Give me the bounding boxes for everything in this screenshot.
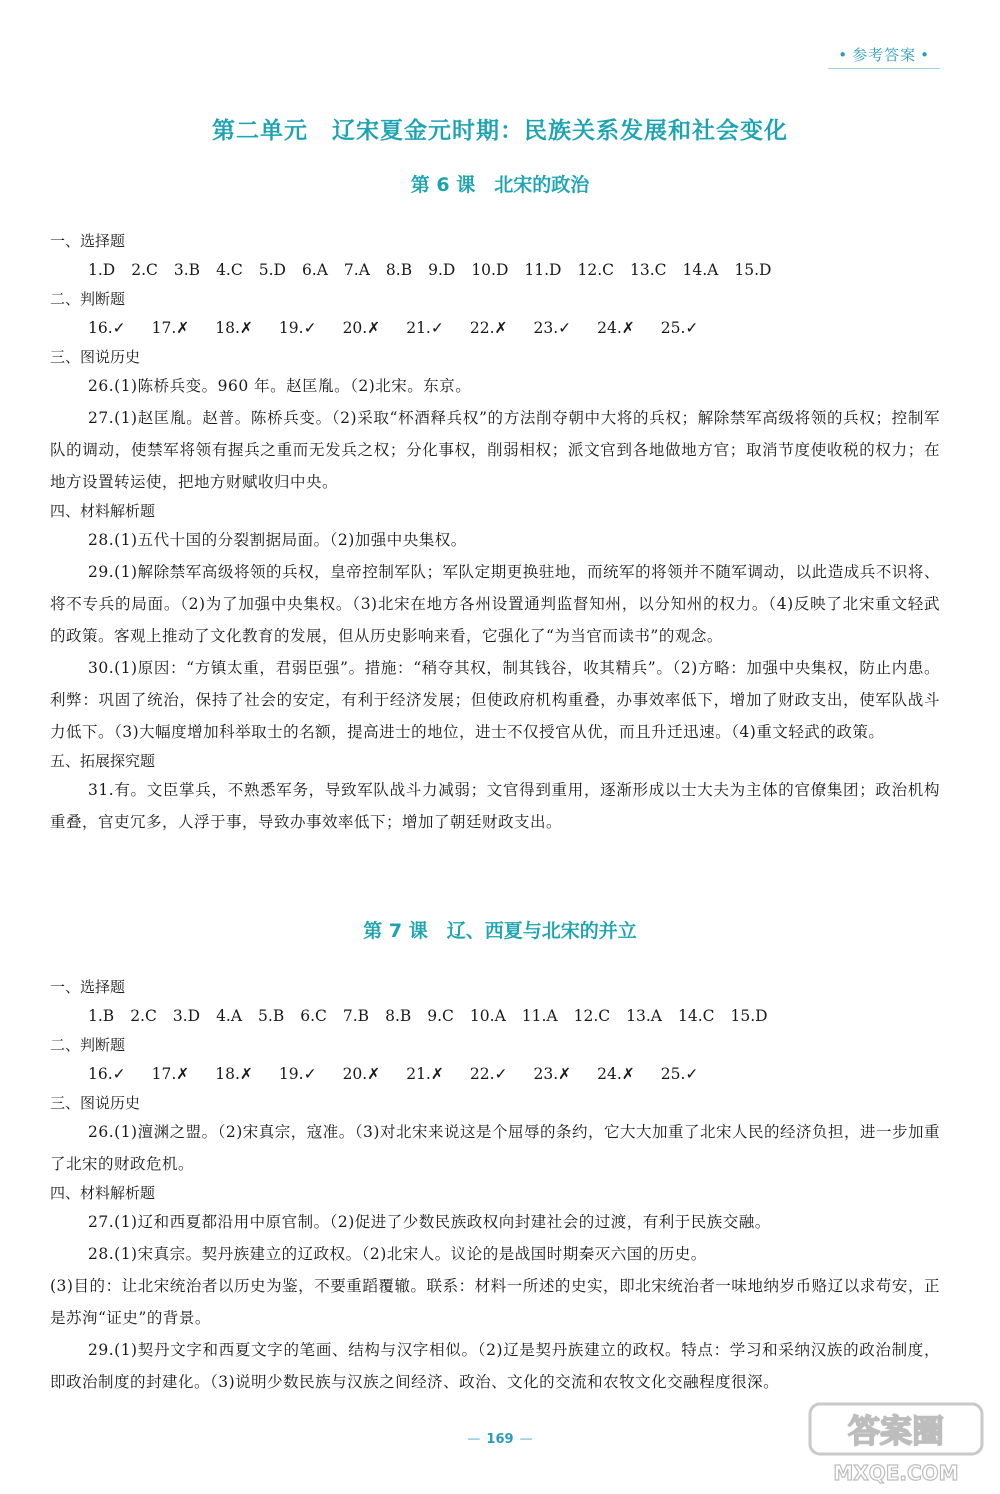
answer-item: 18.✗ xyxy=(215,319,253,337)
answer-paragraph: 31.有。文臣掌兵，不熟悉军务，导致军队战斗力减弱；文官得到重用，逐渐形成以士大夫为主体的官僚集团；政治机构重叠，官吏冗多，人浮于事，导致办事效率低下；增加了朝廷财政支出。 xyxy=(50,781,940,831)
answer-paragraph: 26.(1)澶渊之盟。（2)宋真宗，寇准。（3)对北宋来说这是个屈辱的条约，它大大加重了北宋人民的经济负担，进一步加重了北宋的财政危机。 xyxy=(50,1123,940,1173)
answer-paragraph: 27.(1)辽和西夏都沿用中原官制。（2)促进了少数民族政权向封建社会的过渡，有利于民族交融。 xyxy=(88,1213,771,1231)
answer-item: 11.D xyxy=(524,261,562,279)
answer-item: 22.✗ xyxy=(469,319,508,337)
answer-item: 19.✓ xyxy=(278,1065,317,1083)
answer-item: 16.✓ xyxy=(88,1065,126,1083)
answer-item: 21.✗ xyxy=(406,1065,444,1083)
answer-item: 10.D xyxy=(471,261,509,279)
answer-item: 11.A xyxy=(521,1007,558,1025)
answer-item: 5.D xyxy=(258,261,286,279)
answer-item: 1.D xyxy=(88,261,116,279)
dot-icon: • xyxy=(920,46,930,64)
answer-item: 3.D xyxy=(172,1007,201,1025)
answer-item: 20.✗ xyxy=(342,319,381,337)
answer-item: 23.✗ xyxy=(533,1065,572,1083)
answer-item: 17.✗ xyxy=(151,319,190,337)
watermark-logo-graphic xyxy=(808,1402,984,1486)
judge-answers xyxy=(50,1058,940,1090)
reference-answer-tag xyxy=(828,44,940,69)
answer-item: 12.C xyxy=(573,1007,611,1025)
answer-item: 15.D xyxy=(730,1007,768,1025)
section-heading: 四、材料解析题 xyxy=(50,502,156,520)
answer-item: 3.B xyxy=(173,261,201,279)
answer-item: 6.C xyxy=(300,1007,327,1025)
answer-item: 13.C xyxy=(629,261,667,279)
section-heading: 三、图说历史 xyxy=(50,1094,141,1112)
answer-item: 2.C xyxy=(131,261,158,279)
choice-answers xyxy=(50,254,940,286)
svg-text:MXQE.COM: MXQE.COM xyxy=(833,1461,959,1485)
answer-item: 23.✓ xyxy=(533,319,572,337)
answer-item: 4.C xyxy=(216,261,243,279)
answer-item: 2.C xyxy=(130,1007,157,1025)
answer-item: 25.✓ xyxy=(660,319,699,337)
lesson-7-content xyxy=(50,974,940,1398)
lesson-6-title: 第 6 课 北宋的政治 xyxy=(410,174,590,196)
answer-item: 9.D xyxy=(428,261,456,279)
answer-paragraph: 29.(1)解除禁军高级将领的兵权，皇帝控制军队；军队定期更换驻地，而统军的将领并不随军调动，以此造成兵不识将、将不专兵的局面。（2)为了加强中央集权。（3)北宋在地方各州设置通判监督知州，以分知州的权力。（4)反映了北宋重文轻武的政策。客观上推动了文化教育的发展，但从历史影响来看，它强化了“为当官而读书”的观念。 xyxy=(50,563,940,645)
answer-item: 4.A xyxy=(216,1007,243,1025)
answer-item: 21.✓ xyxy=(406,319,444,337)
answer-paragraph: 30.(1)原因：“方镇太重，君弱臣强”。措施：“稍夺其权，制其钱谷，收其精兵”。（2)方略：加强中央集权，防止内患。利弊：巩固了统治，保持了社会的安定，有利于经济发展；但使政府机构重叠，办事效率低下，增加了财政支出，使军队战斗力低下。（3)大幅度增加科举取士的名额，提高进士的地位，进士不仅授官从优，而且升迁迅速。（4)重文轻武的政策。 xyxy=(50,659,940,741)
answer-paragraph: 27.(1)赵匡胤。赵普。陈桥兵变。（2)采取“杯酒释兵权”的方法削夺朝中大将的兵权；解除禁军高级将领的兵权；控制军队的调动，使禁军将领有握兵之重而无发兵之权；分化事权，削弱相权；派文官到各地做地方官；取消节度使收税的权力；在地方设置转运使，把地方财赋收归中央。 xyxy=(50,409,940,491)
answer-item: 16.✓ xyxy=(88,319,126,337)
answer-item: 15.D xyxy=(734,261,772,279)
answer-item: 14.C xyxy=(677,1007,715,1025)
answer-item: 8.B xyxy=(385,1007,412,1025)
answer-item: 10.A xyxy=(469,1007,506,1025)
section-heading: 一、选择题 xyxy=(50,232,126,250)
page-number-value: 169 xyxy=(486,1432,514,1447)
section-heading: 四、材料解析题 xyxy=(50,1184,156,1202)
answer-paragraph: 29.(1)契丹文字和西夏文字的笔画、结构与汉字相似。（2)辽是契丹族建立的政权。特点：学习和采纳汉族的政治制度，即政治制度的封建化。（3)说明少数民族与汉族之间经济、政治、文化的交流和农牧文化交融程度很深。 xyxy=(50,1341,940,1391)
answer-item: 12.C xyxy=(577,261,614,279)
answer-item: 25.✓ xyxy=(660,1065,699,1083)
section-heading: 三、图说历史 xyxy=(50,348,141,366)
answer-item: 18.✗ xyxy=(215,1065,253,1083)
reference-answer-label: 参考答案 xyxy=(852,46,917,64)
dot-icon: • xyxy=(838,46,849,64)
choice-answers xyxy=(50,1000,940,1032)
section-heading: 二、判断题 xyxy=(50,290,126,308)
watermark-logo xyxy=(808,1402,984,1486)
answer-paragraph: 26.(1)陈桥兵变。960 年。赵匡胤。（2)北宋。东京。 xyxy=(88,377,472,395)
unit-title: 第二单元 辽宋夏金元时期：民族关系发展和社会变化 xyxy=(212,118,788,144)
answer-item: 9.C xyxy=(427,1007,454,1025)
answer-item: 19.✓ xyxy=(278,319,317,337)
answer-item: 22.✓ xyxy=(469,1065,508,1083)
answer-paragraph: 28.(1)五代十国的分裂割据局面。（2)加强中央集权。 xyxy=(88,531,467,549)
answer-item: 17.✗ xyxy=(151,1065,190,1083)
answer-item: 14.A xyxy=(682,261,719,279)
answer-item: 24.✗ xyxy=(597,319,635,337)
answer-item: 7.A xyxy=(343,261,370,279)
page-number: — 169 — xyxy=(467,1432,533,1447)
answer-item: 5.B xyxy=(258,1007,285,1025)
section-heading: 一、选择题 xyxy=(50,978,126,996)
section-heading: 五、拓展探究题 xyxy=(50,752,156,770)
answer-item: 1.B xyxy=(88,1007,115,1025)
answer-item: 7.B xyxy=(342,1007,370,1025)
lesson-6-content xyxy=(50,228,940,838)
answer-item: 24.✗ xyxy=(597,1065,635,1083)
judge-answers xyxy=(50,312,940,344)
answer-paragraph: (3)目的：让北宋统治者以历史为鉴，不要重蹈覆辙。联系：材料一所述的史实，即北宋统治者一味地纳岁币赂辽以求苟安，正是苏洵“证史”的背景。 xyxy=(50,1277,940,1327)
answer-item: 20.✗ xyxy=(342,1065,381,1083)
lesson-7-title: 第 7 课 辽、西夏与北宋的并立 xyxy=(363,920,637,942)
answer-paragraph: 28.(1)宋真宗。契丹族建立的辽政权。（2)北宋人。议论的是战国时期秦灭六国的历史。 xyxy=(88,1245,707,1263)
answer-item: 6.A xyxy=(301,261,328,279)
answer-item: 8.B xyxy=(385,261,413,279)
section-heading: 二、判断题 xyxy=(50,1036,126,1054)
svg-text:答案圈: 答案圈 xyxy=(847,1412,945,1450)
answer-item: 13.A xyxy=(626,1007,662,1025)
